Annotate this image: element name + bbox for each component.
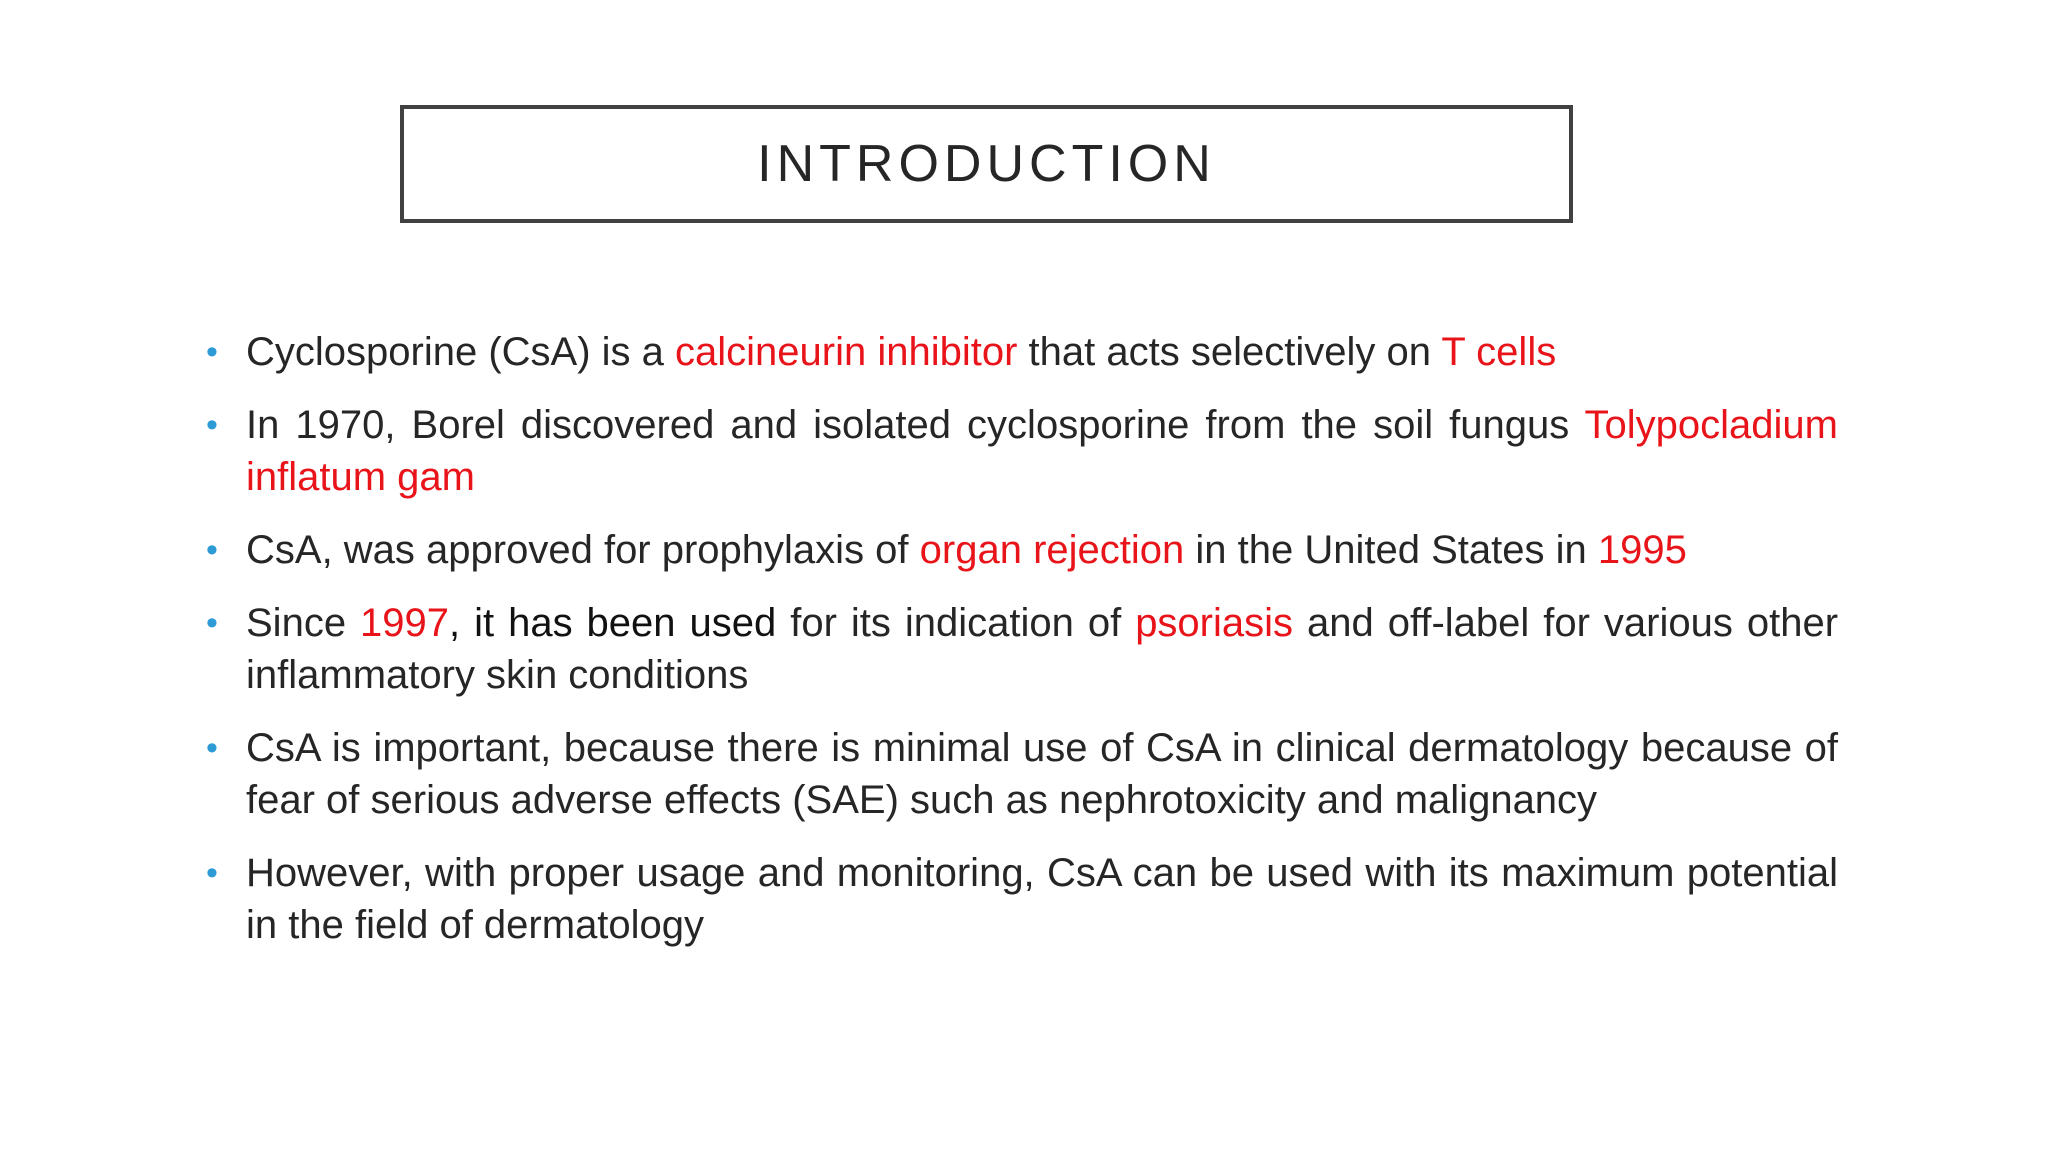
bullet-item [206, 847, 1838, 951]
highlight-term: calcineurin inhibitor [675, 330, 1018, 374]
bullet-item [206, 399, 1838, 503]
title-box [400, 105, 1573, 223]
bullet-text-segment: and off-label for various other inflammatory skin conditions [246, 601, 1839, 697]
bullet-text-segment: that acts selectively on [1017, 330, 1442, 374]
bullet-marker-icon: • [206, 406, 218, 444]
slide-title: INTRODUCTION [757, 135, 1216, 193]
bullet-text-segment: However, with proper usage and monitoring, CsA can be used with its maximum potential in the field of dermatology [246, 851, 1838, 947]
highlight-term: 1995 [1597, 528, 1687, 572]
bullet-item [206, 597, 1838, 701]
bullet-text-segment: CsA is important, because there is minimal use of CsA in clinical dermatology because of fear of serious adverse effects (SAE) such as nephrotoxicity and malignancy [246, 726, 1838, 822]
bullet-marker-icon: • [206, 729, 218, 767]
highlight-term: T cells [1441, 330, 1557, 374]
bullet-list [206, 326, 1838, 972]
highlight-term: organ rejection [919, 528, 1185, 572]
bullet-marker-icon: • [206, 531, 218, 569]
bullet-text-segment: Cyclosporine (CsA) is a [246, 330, 676, 374]
bullet-text-segment: for its indication of [776, 601, 1136, 645]
highlight-term: 1997 [360, 601, 450, 645]
bullet-text-segment: , it has been used [449, 601, 777, 645]
bullet-item [206, 326, 1838, 378]
bullet-text-segment: CsA, was approved for prophylaxis of [246, 528, 920, 572]
bullet-text-segment: in the United States in [1184, 528, 1598, 572]
bullet-text-segment: In 1970, Borel discovered and isolated cyclosporine from the soil fungus [246, 403, 1585, 447]
bullet-item [206, 722, 1838, 826]
bullet-text-segment: Since [246, 601, 361, 645]
highlight-term: Tolypocladium inflatum gam [246, 403, 1838, 499]
bullet-marker-icon: • [206, 604, 218, 642]
highlight-term: psoriasis [1135, 601, 1294, 645]
bullet-marker-icon: • [206, 854, 218, 892]
bullet-item [206, 524, 1838, 576]
bullet-marker-icon: • [206, 333, 218, 371]
